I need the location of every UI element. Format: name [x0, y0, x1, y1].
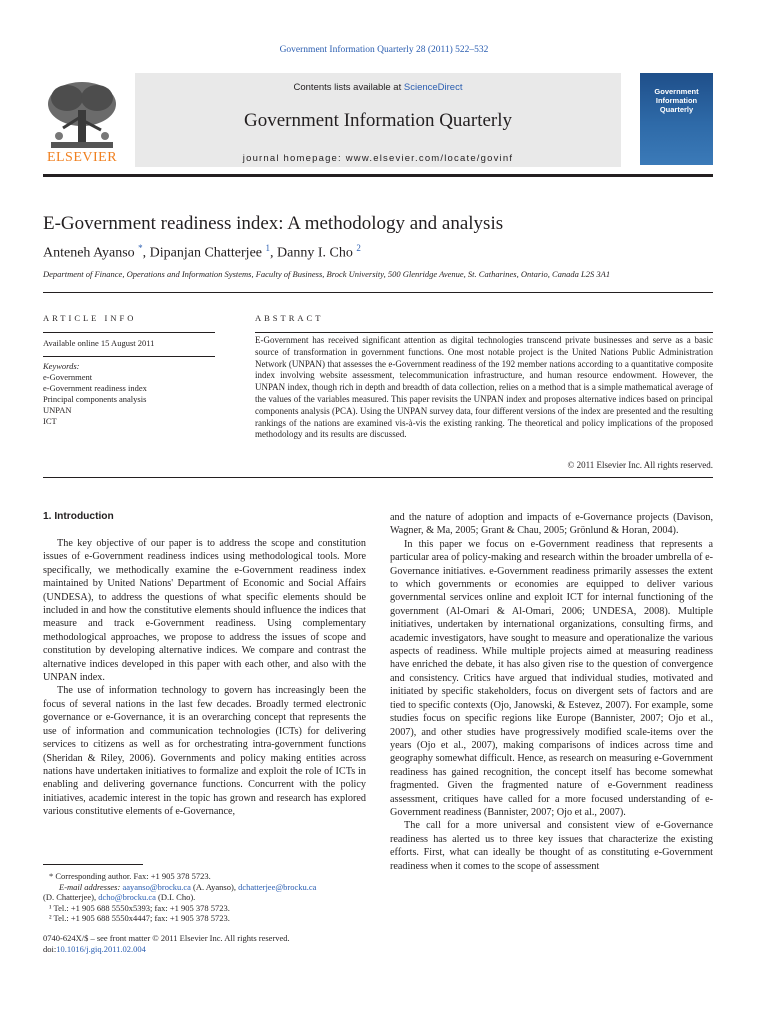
available-online-date: Available online 15 August 2011: [43, 338, 155, 348]
body-paragraph: The call for a more universal and consistent view of e-Governance readiness has alerted us to three key issues that characterize the existing efforts. First, what can ideally be thought of as constituting e-Government readiness when it comes to the scope of assessment: [390, 820, 713, 872]
body-paragraph: In this paper we focus on e-Government readiness that represents a particular area of policy-making and research within the broader umbrella of e-Governance initiatives. e-Government readiness primarily assesses the extent to which governments or economies are equipped to deliver various governmental services online and exploit ICT for internal functioning of the government (Al-Omari & Al-Omari, 2006; UNDESA, 2008). Multiple initiatives, undertaken by international organizations, consulting firms, and academic investigators, have sought to measure and operationalize the various aspects of readiness. While multiple projects aimed at measuring readiness have enriched the debate, it has also given rise to the question of convergence and consistency. Critics have argued that individual studies, motivated and initiated by specific stakeholders, focus on divergent sets of factors and are tied to specific contexts (Ojo, Janowski, & Estevez, 2007). For example, some studies focus on specific regions like Europe (Bannister, 2007; Ojo et al., 2007), and other studies have progressively modified scale-items over the years (Ojo et al., 2007), making comparisons of indices across time and geography somewhat difficult. Hence, as research on measuring e-Government readiness has gained recognition, the concept itself has become somewhat fragmented. Given the fragmented nature of e-Government readiness assessment, critiques have called for a more focused understanding of e-Government readiness (Bannister, 2007; Ojo et al., 2007).: [390, 538, 713, 818]
issn-line: 0740-624X/$ – see front matter © 2011 Elsevier Inc. All rights reserved.: [43, 932, 290, 943]
email-owner: (A. Ayanso),: [190, 881, 239, 892]
keywords-label: Keywords:: [43, 361, 80, 371]
email-label: E-mail addresses:: [59, 881, 121, 892]
doi-line: [43, 944, 366, 955]
footnote-2: ² Tel.: +1 905 688 5550x4447; fax: +1 905 378 5723.: [49, 913, 230, 924]
article-info-heading: ARTICLE INFO: [43, 313, 137, 323]
abstract-rule: [255, 332, 713, 333]
journal-citation[interactable]: Government Information Quarterly 28 (2011) 522–532: [279, 45, 489, 55]
body-paragraph: The use of information technology to govern has increasingly been the focus of several nations in the last few decades. Broadly termed electronic governance or e-Governance, it is an overarching concept that represents the use of information and communication technologies (ICTs) for delivering services to citizens as well as for orchestrating intra-government functions (Sheridan & Riley, 2006). Governments and policy making entities across nations have undertaken initiatives to formalize and exploit the role of ICTs in enabling and delivering governance functions. Concurrent with the policy initiatives, academic interest in the topic has grown and research has explored various constitutive elements of e-Governance,: [43, 685, 366, 818]
keywords-block: [43, 361, 215, 427]
elsevier-wordmark: ELSEVIER: [46, 150, 118, 165]
author-mark[interactable]: *: [138, 243, 143, 253]
author-list: Anteneh Ayanso *, Dipanjan Chatterjee $^1$, Danny I. Cho $^2$: [43, 243, 361, 261]
abstract-copyright: © 2011 Elsevier Inc. All rights reserved.: [567, 460, 713, 470]
author-affiliation: Department of Finance, Operations and Information Systems, Faculty of Business, Brock University, 500 Glenridge Avenue, St. Catharines, Ontario, Canada L2S 3A1: [43, 269, 611, 279]
email-owner: (D.I. Cho).: [155, 892, 196, 903]
sciencedirect-link[interactable]: ScienceDirect: [403, 82, 463, 93]
header-rule: [43, 174, 713, 177]
author-name: Anteneh Ayanso: [43, 245, 135, 261]
keyword-item: e-Government readiness index: [43, 383, 147, 393]
doi-label: doi:: [43, 943, 57, 954]
author-name: Danny I. Cho: [277, 245, 353, 261]
left-column-body: [43, 537, 366, 819]
right-column-body: [390, 511, 713, 873]
article-info-rule: [43, 332, 215, 333]
footnote-1: ¹ Tel.: +1 905 688 5550x5393; fax: +1 905 378 5723.: [49, 902, 230, 913]
footnote-emails: [43, 882, 366, 893]
journal-homepage[interactable]: journal homepage: www.elsevier.com/locate/govinf: [242, 153, 514, 164]
body-paragraph: The key objective of our paper is to address the scope and constitution issues of e-Government readiness indices using methodological tools. More specifically, we methodically examine the e-Government readiness index maintained by United Nations' Department of Economic and Social Affairs (UNDESA), to address the questions of what specific elements should be included in and how the constitutive elements should influence the indices that measure and track e-Government readiness. Using complementary methodological approaches, we propose to address the issues of scope and constitution by developing alternative indices. We compare and contrast the alternative indices developed in this paper with each other, and also with the UNPAN index.: [43, 538, 366, 684]
keyword-item: e-Government: [43, 372, 93, 382]
email-link[interactable]: dcho@brocku.ca: [98, 892, 156, 903]
email-link[interactable]: aayanso@brocku.ca: [122, 881, 191, 892]
author-name: Dipanjan Chatterjee: [149, 245, 262, 261]
footnote-corresponding: * Corresponding author. Fax: +1 905 378 5723.: [49, 871, 211, 881]
keyword-item: Principal components analysis: [43, 394, 147, 404]
email-link[interactable]: dchatterjee@brocku.ca: [238, 881, 317, 892]
journal-cover-title: Government Information Quarterly: [654, 87, 699, 114]
title-rule: [43, 292, 713, 293]
contents-line: [135, 82, 621, 93]
elsevier-tree-logo: [43, 76, 121, 154]
abstract-bottom-rule: [43, 477, 713, 478]
journal-title: Government Information Quarterly: [243, 110, 513, 131]
doi-link[interactable]: 10.1016/j.giq.2011.02.004: [56, 943, 146, 954]
footnote-emails-cont: [43, 892, 366, 903]
abstract-text: E-Government has received significant attention as digital technologies transcend private businesses and serve as a basic source of transformation in government functions. One most notable project is the United Nations Public Administration Network (UNPAN) that assesses the e-Government readiness of the 192 member nations according to a quantitative composite index involving website assessment, telecommunication infrastructure, and human resource endowment. However, the UNPAN index, though rich in depth and breadth of data collection, relies on a method that is a simple mathematical average of the values of the variables measured. This paper revisits the UNPAN index and proposes alternative indices based on principal components analysis (PCA). Using the UNPAN survey data, four different versions of the index are presented and the resulting rankings of the nations are examined vis-à-vis the existing ranking. The theoretical and policy implications of the proposed methodology and its results are discussed.: [255, 335, 713, 440]
contents-prefix: Contents lists available at: [293, 82, 404, 93]
author-mark[interactable]: 2: [356, 243, 361, 253]
keyword-item: ICT: [43, 416, 57, 426]
section-heading-introduction: 1. Introduction: [43, 511, 114, 522]
article-info-rule: [43, 356, 215, 357]
abstract-heading: ABSTRACT: [255, 313, 324, 323]
body-paragraph: and the nature of adoption and impacts of e-Governance projects (Davison, Wagner, & Ma, 2005; Grant & Chau, 2005; Grönlund & Horan, 2004).: [390, 512, 713, 537]
keyword-item: UNPAN: [43, 405, 72, 415]
email-owner: (D. Chatterjee),: [43, 892, 99, 903]
footnotes: [43, 871, 366, 954]
footnote-rule: [43, 864, 143, 865]
author-mark[interactable]: 1: [265, 243, 270, 253]
article-title: E-Government readiness index: A methodology and analysis: [43, 213, 504, 234]
